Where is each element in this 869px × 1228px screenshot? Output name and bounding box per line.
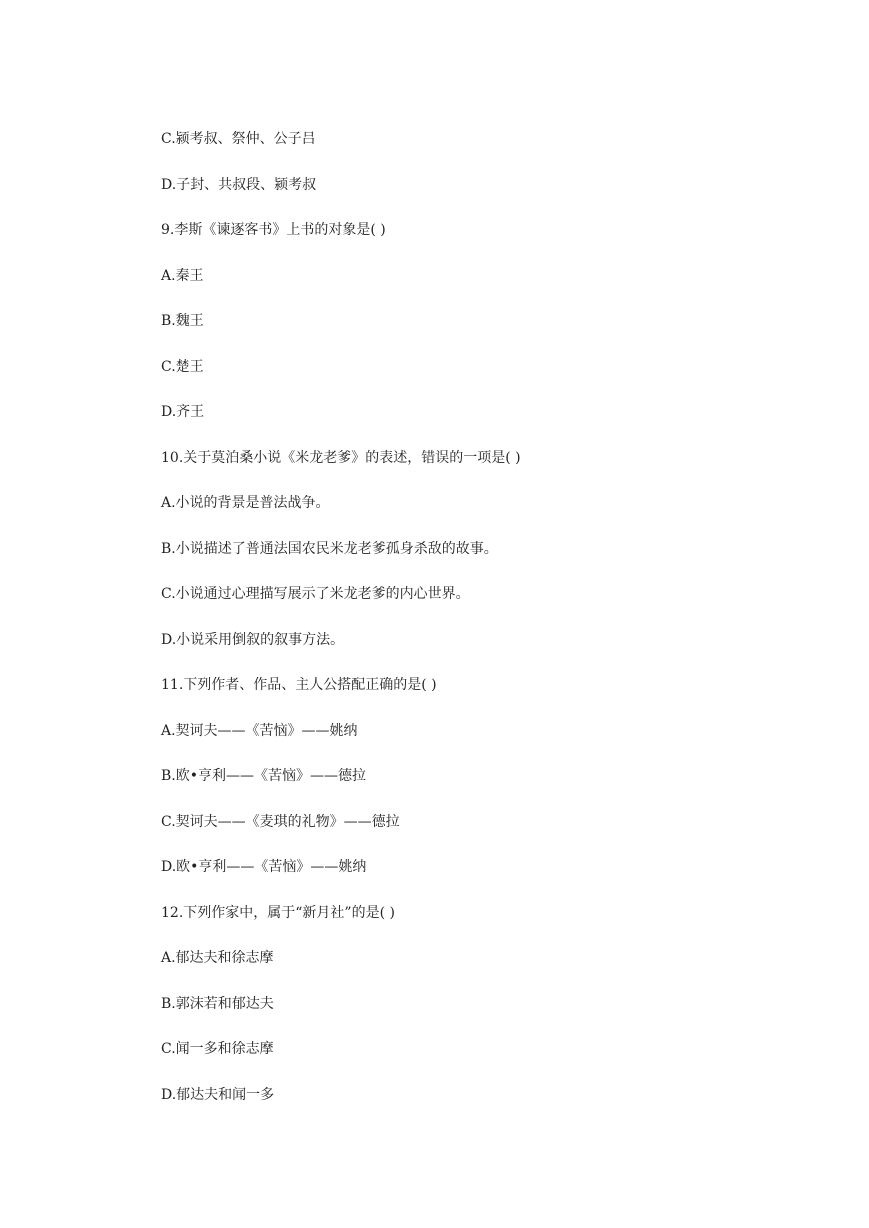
option-line: B.郭沫若和郁达夫 xyxy=(161,995,274,1012)
option-line: D.郁达夫和闻一多 xyxy=(161,1086,275,1103)
option-line: D.小说采用倒叙的叙事方法。 xyxy=(161,631,345,648)
option-line: A.秦王 xyxy=(161,267,204,284)
option-line: A.郁达夫和徐志摩 xyxy=(161,950,274,966)
option-line: C.楚王 xyxy=(161,358,204,375)
option-line: C.闻一多和徐志摩 xyxy=(161,1041,274,1057)
option-line: C.小说通过心理描写展示了米龙老爹的内心世界。 xyxy=(161,586,470,602)
question-line: 10.关于莫泊桑小说《米龙老爹》的表述，错误的一项是( ) xyxy=(161,449,521,466)
option-line: B.欧•亨利——《苦恼》——德拉 xyxy=(161,768,366,784)
question-line: 11.下列作者、作品、主人公搭配正确的是( ) xyxy=(161,677,437,693)
option-line: D.子封、共叔段、颍考叔 xyxy=(161,176,317,193)
question-line: 9.李斯《谏逐客书》上书的对象是( ) xyxy=(161,222,386,238)
option-line: B.小说描述了普通法国农民米龙老爹孤身杀敌的故事。 xyxy=(161,540,498,557)
option-line: C.契诃夫——《麦琪的礼物》——德拉 xyxy=(161,813,400,830)
option-line: A.小说的背景是普法战争。 xyxy=(161,495,330,511)
option-line: D.齐王 xyxy=(161,404,205,420)
question-line: 12.下列作家中，属于“新月社”的是( ) xyxy=(161,904,395,921)
option-line: B.魏王 xyxy=(161,313,204,329)
option-line: A.契诃夫——《苦恼》——姚纳 xyxy=(161,722,358,739)
document-page xyxy=(161,127,811,1128)
option-line: D.欧•亨利——《苦恼》——姚纳 xyxy=(161,859,367,875)
option-line: C.颍考叔、祭仲、公子吕 xyxy=(161,131,316,147)
